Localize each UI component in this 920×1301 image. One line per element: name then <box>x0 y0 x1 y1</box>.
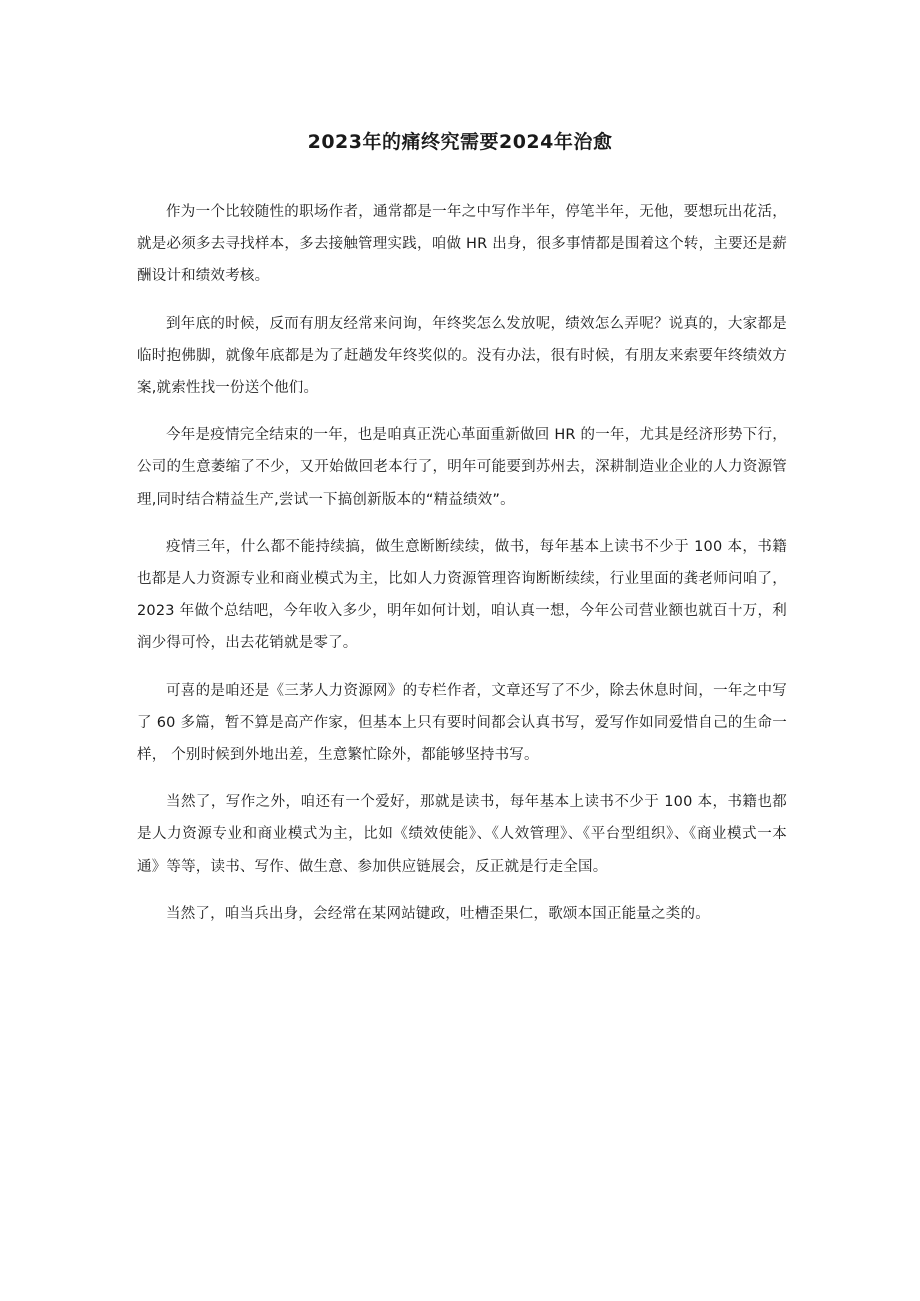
document-title: 2023年的痛终究需要2024年治愈 <box>307 131 613 153</box>
paragraph: 疫情三年，什么都不能持续搞，做生意断断续续，做书，每年基本上读书不少于 100 本，书籍也都是人力资源专业和商业模式为主，比如人力资源管理咨询断断续续，行业里面的龚老师问咱了，2023 年做个总结吧，今年收入多少，明年如何计划，咱认真一想，今年公司营业额也就百十万，利润少得可怜，出去花销就是零了。 <box>137 538 787 652</box>
paragraph: 当然了，咱当兵出身，会经常在某网站键政，吐槽歪果仁，歌颂本国正能量之类的。 <box>166 905 710 922</box>
paragraph: 今年是疫情完全结束的一年，也是咱真正洗心革面重新做回 HR 的一年，尤其是经济形势下行，公司的生意萎缩了不少，又开始做回老本行了，明年可能要到苏州去，深耕制造业企业的人力资源管理,同时结合精益生产,尝试一下搞创新版本的“精益绩效”。 <box>137 427 787 508</box>
document-body <box>137 196 787 945</box>
paragraph: 作为一个比较随性的职场作者，通常都是一年之中写作半年，停笔半年，无他，要想玩出花活，就是必须多去寻找样本，多去接触管理实践，咱做 HR 出身，很多事情都是围着这个转，主要还是薪酬设计和绩效考核。 <box>137 204 787 285</box>
paragraph: 可喜的是咱还是《三茅人力资源网》的专栏作者，文章还写了不少，除去休息时间，一年之中写了 60 多篇，暂不算是高产作家，但基本上只有要时间都会认真书写，爱写作如同爱惜自己的生命一样， 个别时候到外地出差，生意繁忙除外，都能够坚持书写。 <box>137 682 787 764</box>
paragraph: 到年底的时候，反而有朋友经常来问询，年终奖怎么发放呢，绩效怎么弄呢？说真的，大家都是临时抱佛脚，就像年底都是为了赶趟发年终奖似的。没有办法，很有时候，有朋友来索要年终绩效方案,就索性找一份送个他们。 <box>137 315 787 397</box>
paragraph: 当然了，写作之外，咱还有一个爱好，那就是读书，每年基本上读书不少于 100 本，书籍也都是人力资源专业和商业模式为主，比如《绩效使能》、《人效管理》、《平台型组织》、《商业模式一本通》等等，读书、写作、做生意、参加供应链展会，反正就是行走全国。 <box>137 794 787 875</box>
